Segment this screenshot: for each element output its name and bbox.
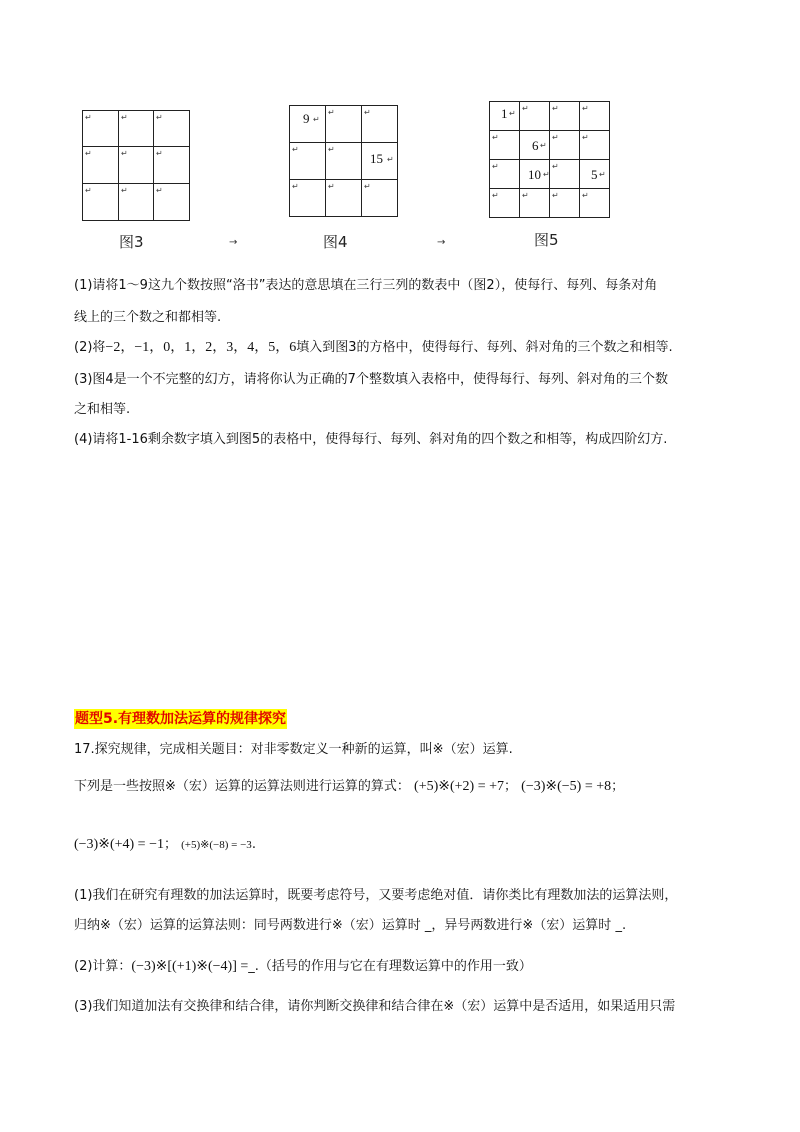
cell-mark: ↵	[156, 149, 163, 158]
problem-17-intro: 17.探究规律，完成相关题目：对非零数定义一种新的运算，叫※（宏）运算.	[74, 742, 513, 757]
cell-mark: ↵	[552, 162, 559, 171]
subquestion-2-expression: (−3)※[(+1)※(−4)] =	[131, 959, 249, 974]
figure-4-grid	[289, 105, 398, 217]
arrow-symbol: →	[229, 237, 238, 248]
examples-prefix: 下列是一些按照※（宏）运算的运算法则进行运算的算式：	[74, 779, 410, 794]
equation-3: (−3)※(+4) = −1	[74, 837, 164, 852]
subquestion-2-prefix: (2)计算：	[74, 959, 132, 974]
question-4: (4)请将1-16剩余数字填入到图5的表格中，使得每行、每列、斜对角的四个数之和相等，构成四阶幻方.	[74, 432, 668, 447]
cell-mark: ↵	[364, 182, 371, 191]
question-2-numbers: −2，−1，0，1，2，3，4，5，6	[105, 340, 297, 355]
cell-mark: ↵	[552, 133, 559, 142]
cell-mark: ↵	[540, 141, 547, 150]
figure-3-caption: 图3	[119, 233, 144, 251]
cell-mark: ↵	[292, 182, 299, 191]
separator: ；	[504, 779, 518, 794]
subquestion-3-line-1: (3)我们知道加法有交换律和结合律，请你判断交换律和结合律在※（宏）运算中是否适用，如果适用只需	[74, 999, 676, 1014]
cell-mark: ↵	[328, 145, 335, 154]
cell-value: 10	[528, 167, 541, 182]
subquestion-1-line-2: 归纳※（宏）运算的运算法则：同号两数进行※（宏）运算时 _，异号两数进行※（宏）运算时 _.	[74, 918, 627, 933]
question-2-prefix: (2)将	[74, 340, 106, 355]
cell-value: 5	[591, 167, 598, 182]
question-3-line-1: (3)图4是一个不完整的幻方，请将你认为正确的7个整数填入表格中，使得每行、每列、斜对角的三个数	[74, 372, 668, 387]
subquestion-2	[74, 957, 730, 977]
equation-4: (+5)※(−8) = −3	[181, 839, 252, 851]
cell-mark: ↵	[582, 191, 589, 200]
cell-mark: ↵	[313, 115, 320, 124]
cell-mark: ↵	[492, 191, 499, 200]
separator: ；	[163, 837, 177, 852]
question-2-suffix: 填入到图3的方格中，使得每行、每列、斜对角的三个数之和相等.	[296, 340, 673, 355]
figure-5-grid	[489, 101, 610, 218]
problem-17-examples	[74, 777, 730, 797]
cell-mark: ↵	[292, 145, 299, 154]
cell-mark: ↵	[552, 191, 559, 200]
cell-value: 6	[532, 138, 539, 153]
cell-value: 15	[370, 151, 383, 166]
end-mark: .	[251, 837, 256, 852]
cell-mark: ↵	[522, 191, 529, 200]
cell-mark: ↵	[85, 186, 92, 195]
cell-mark: ↵	[599, 170, 606, 179]
equation-1: (+5)※(+2) = +7	[414, 779, 505, 794]
cell-mark: ↵	[543, 170, 550, 179]
subquestion-1-line-1: (1)我们在研究有理数的加法运算时，既要考虑符号，又要考虑绝对值．请你类比有理数加法的运算法则，	[74, 888, 678, 903]
cell-mark: ↵	[492, 133, 499, 142]
question-1-line-2: 线上的三个数之和都相等.	[74, 310, 222, 325]
cell-mark: ↵	[582, 104, 589, 113]
figure-3-grid	[82, 110, 190, 221]
problem-17-examples-2	[74, 835, 730, 855]
question-3-line-2: 之和相等.	[74, 402, 131, 417]
cell-mark: ↵	[121, 149, 128, 158]
arrow-symbol: →	[437, 237, 446, 248]
cell-mark: ↵	[121, 186, 128, 195]
figure-4-caption: 图4	[323, 233, 348, 251]
cell-mark: ↵	[156, 113, 163, 122]
cell-mark: ↵	[364, 108, 371, 117]
cell-mark: ↵	[328, 182, 335, 191]
cell-mark: ↵	[552, 104, 559, 113]
cell-mark: ↵	[509, 109, 516, 118]
equation-2: (−3)※(−5) = +8	[521, 779, 612, 794]
cell-mark: ↵	[582, 133, 589, 142]
question-1-line-1: (1)请将1～9这九个数按照“洛书”表达的意思填在三行三列的数表中（图2），使每行、每列、每条对角	[74, 278, 658, 293]
separator: ；	[611, 779, 625, 794]
subquestion-2-suffix: _.（括号的作用与它在有理数运算中的作用一致）	[248, 959, 532, 974]
cell-value: 9	[303, 111, 310, 126]
cell-value: 1	[501, 106, 508, 121]
cell-mark: ↵	[492, 162, 499, 171]
cell-mark: ↵	[85, 113, 92, 122]
section-heading: 题型5.有理数加法运算的规律探究	[75, 711, 287, 727]
cell-mark: ↵	[522, 104, 529, 113]
figure-5-caption: 图5	[534, 231, 559, 249]
cell-mark: ↵	[85, 149, 92, 158]
cell-mark: ↵	[156, 186, 163, 195]
question-2	[74, 338, 730, 358]
cell-mark: ↵	[328, 108, 335, 117]
cell-mark: ↵	[121, 113, 128, 122]
cell-mark: ↵	[387, 155, 394, 164]
